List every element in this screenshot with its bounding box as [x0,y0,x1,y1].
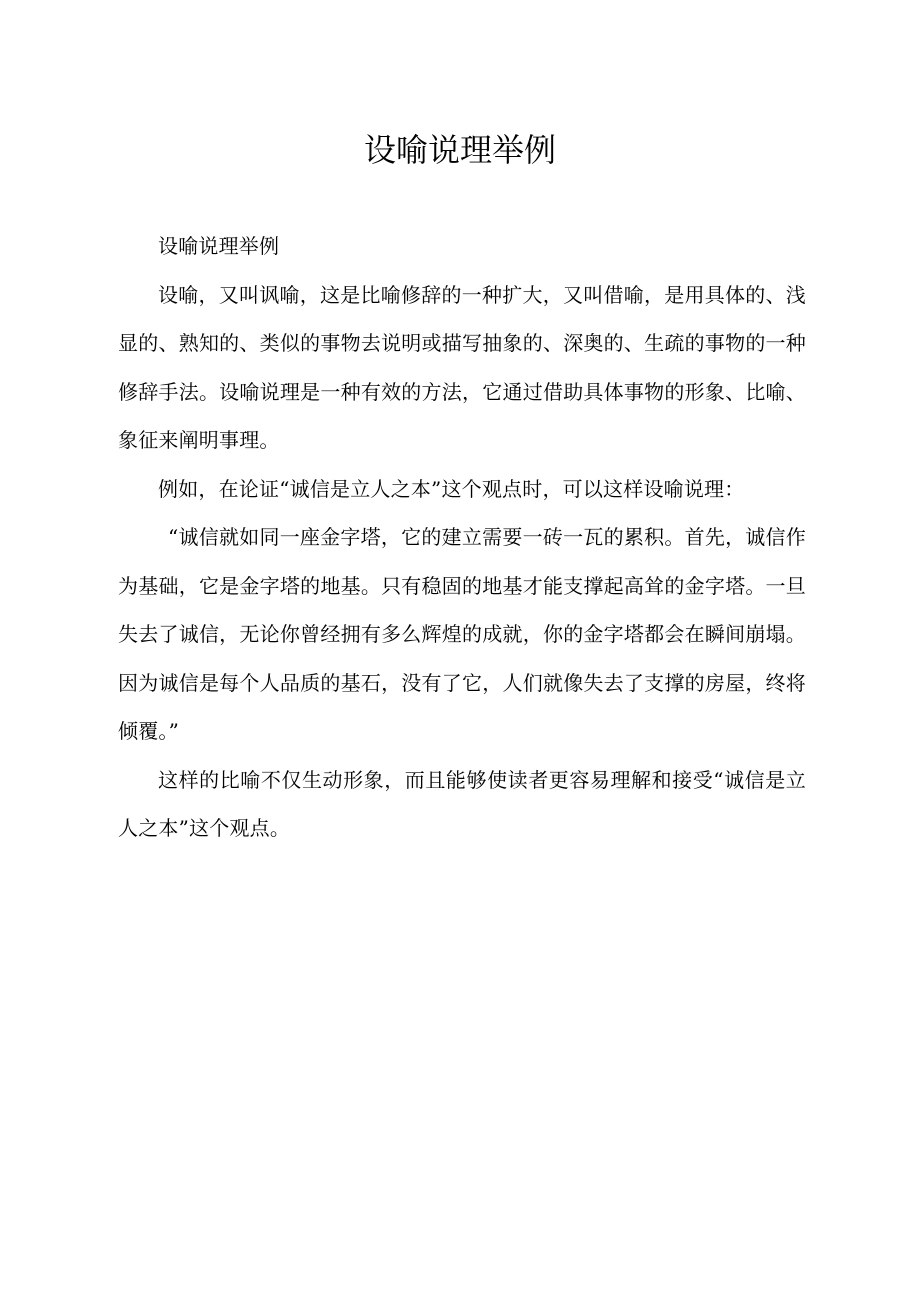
quote-paragraph: “诚信就如同一座金字塔，它的建立需要一砖一瓦的累积。首先，诚信作为基础，它是金字塔的地基。只有稳固的地基才能支撑起高耸的金字塔。一旦失去了诚信，无论你曾经拥有多么辉煌的成就，你的金字塔都会在瞬间崩塌。因为诚信是每个人品质的基石，没有了它，人们就像失去了支撑的房屋，终将倾覆。” [118,525,806,743]
document-body [118,222,806,853]
example-intro-paragraph: 例如，在论证“诚信是立人之本”这个观点时，可以这样设喻说理： [158,476,745,501]
document-title: 设喻说理举例 [363,131,556,169]
conclusion-paragraph: 这样的比喻不仅生动形象，而且能够使读者更容易理解和接受“诚信是立人之本”这个观点。 [118,767,806,840]
definition-paragraph: 设喻，又叫讽喻，这是比喻修辞的一种扩大，又叫借喻，是用具体的、浅显的、熟知的、类似的事物去说明或描写抽象的、深奥的、生疏的事物的一种修辞手法。设喻说理是一种有效的方法，它通过借助具体事物的形象、比喻、象征来阐明事理。 [118,282,806,452]
subtitle-paragraph: 设喻说理举例 [158,234,280,258]
